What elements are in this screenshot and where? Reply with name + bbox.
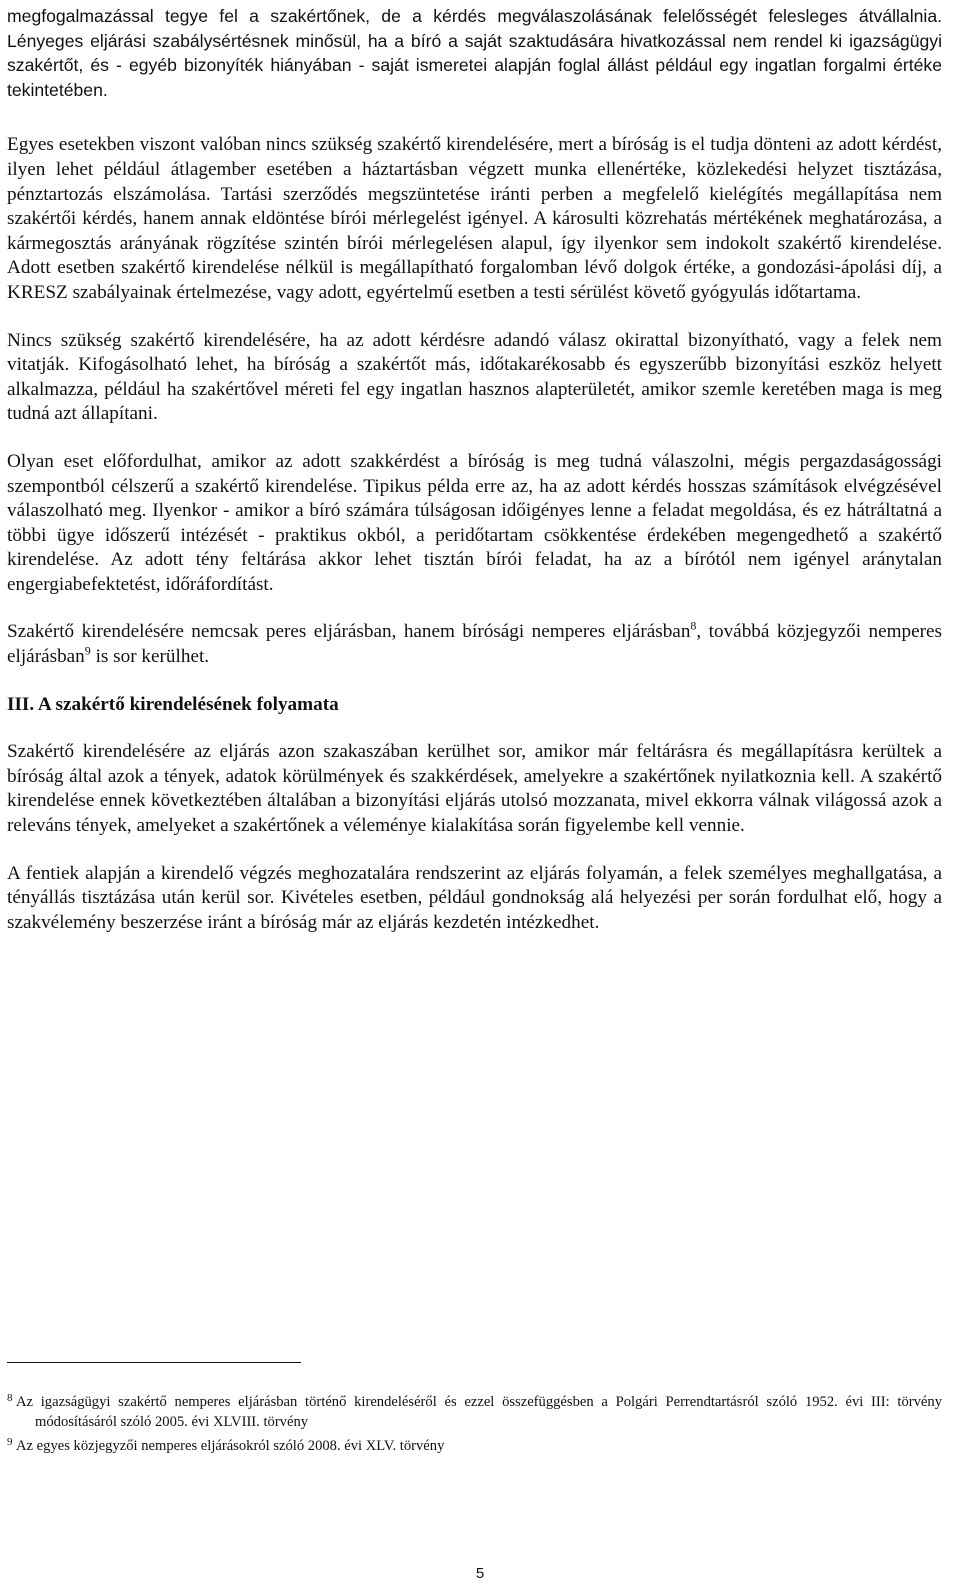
page-number: 5 <box>475 1565 485 1582</box>
footnote-ref-8[interactable]: 8 <box>690 619 697 634</box>
paragraph-5-text-c: is sor kerülhet. <box>90 646 210 668</box>
paragraph-5-text-a: Szakértő kirendelésére nemcsak peres eljárásban, hanem bírósági nemperes eljárásban <box>7 621 691 643</box>
footnote-number: 8 <box>7 1392 13 1404</box>
section-paragraph-1: Szakértő kirendelésére az eljárás azon szakaszában kerülhet sor, amikor már feltárásra és megállapításra kerültek a bíróság által azok a tények, adatok körülmények és szakkérdések, amelyekre a szakértőnek nyilatkoznia kell. A szakértő kirendelése ennek következtében általában a bizonyítási eljárás utolsó mozzanata, mivel ekkorra válnak világossá azok a releváns tények, amelyeket a szakértőnek a véleménye kialakítása során figyelembe kell vennie. <box>7 741 942 837</box>
footnote-9 <box>7 1432 942 1456</box>
footnote-number: 9 <box>7 1436 13 1448</box>
section-heading: III. A szakértő kirendelésének folyamata <box>7 693 339 715</box>
paragraph-2: Egyes esetekben viszont valóban nincs szükség szakértő kirendelésére, mert a bíróság is el tudja dönteni az adott kérdést, ilyen lehet például átlagember esetében a háztartásban végzett munka ellenértéke, közlekedési helyzet tisztázása, pénztartozás elszámolása. Tartási szerződés megszüntetése iránti perben a megfelelő kielégítés megállapítása nem szakértői kérdés, hanem annak eldöntése bírói mérlegelést igényel. A károsulti közrehatás mértékének meghatározása, a kármegosztás arányának rögzítése szintén bírói mérlegelésen alapul, így ilyenkor sem indokolt szakértő kirendelése. Adott esetben szakértő kirendelése nélkül is megállapítható forgalomban lévő dolgok értéke, a gondozási-ápolási díj, a KRESZ szabályainak értelmezése, vagy adott, egyértelmű esetben a testi sérülést követő gyógyulás időtartama. <box>7 134 942 303</box>
paragraph-5 <box>7 620 942 669</box>
paragraph-3: Nincs szükség szakértő kirendelésére, ha az adott kérdésre adandó válasz okirattal bizonyítható, vagy a felek nem vitatják. Kifogásolható lehet, ha bíróság a szakértőt más, időtakarékosabb és egyszerűbb bizonyítási eszköz helyett alkalmazza, például ha szakértővel méreti fel egy ingatlan hasznos alapterületét, amikor szemle keretében maga is meg tudná azt állapítani. <box>7 329 942 425</box>
footnotes <box>7 1388 942 1456</box>
footnote-text: Az igazságügyi szakértő nemperes eljárásban történő kirendeléséről és ezzel összefüggésben a Polgári Perrendtartásról szóló 1952. évi III: törvény módosításáról szóló 2005. évi XLVIII. törvény <box>16 1394 942 1430</box>
footnote-8 <box>7 1388 942 1432</box>
paragraph-1: megfogalmazással tegye fel a szakértőnek, de a kérdés megválaszolásának felelősségét felesleges átvállalnia. Lényeges eljárási szabálysértésnek minősül, ha a bíró a saját szaktudására hivatkozással nem rendel ki igazságügyi szakértőt, és - egyéb bizonyíték hiányában - saját ismeretei alapján foglal állást például egy ingatlan forgalmi értéke tekintetében. <box>7 6 942 100</box>
paragraph-5-text-b: , továbbá közjegyzői nemperes eljárásban <box>7 621 943 668</box>
footnote-separator <box>7 1362 301 1363</box>
paragraph-4: Olyan eset előfordulhat, amikor az adott szakkérdést a bíróság is meg tudná válaszolni, mégis pergazdaságossági szempontból célszerű a szakértő kirendelése. Tipikus példa erre az, ha az adott kérdés hosszas számítások elvégzésével válaszolható meg. Ilyenkor - amikor a bíró számára túlságosan időigényes lenne a feladat megoldása, és ez hátráltatná a többi ügye időszerű intézését - praktikus okból, a peridőtartam csökkentése érdekében megengedhető a szakértő kirendelése. Az adott tény feltárása akkor lehet tisztán bírói feladat, ha az a bírótól nem igényel aránytalan engergiabefektetést, időráfordítást. <box>7 450 942 595</box>
footnote-ref-9[interactable]: 9 <box>84 643 91 658</box>
section-paragraph-2: A fentiek alapján a kirendelő végzés meghozatalára rendszerint az eljárás folyamán, a felek személyes meghallgatása, a tényállás tisztázása után kerül sor. Kivételes esetben, például gondnokság alá helyezési per során fordulhat elő, hogy a szakvélemény beszerzése iránt a bíróság már az eljárás kezdetén intézkedhet. <box>7 862 942 933</box>
footnote-text: Az egyes közjegyzői nemperes eljárásokról szóló 2008. évi XLV. törvény <box>16 1438 445 1454</box>
